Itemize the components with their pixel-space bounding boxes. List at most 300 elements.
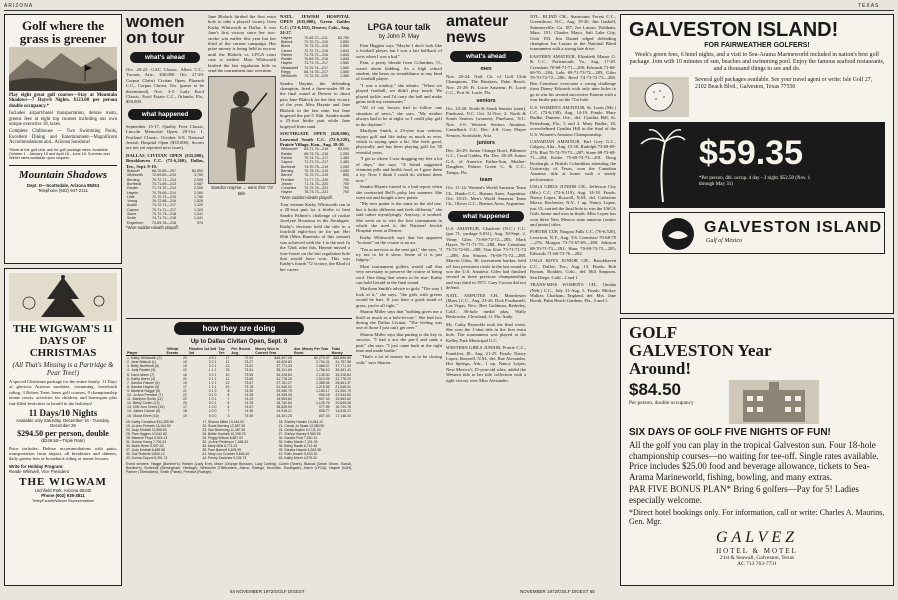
blind-result: NTL. BLIND CH., Starmount Forest C.C., Greensboro, N.C., Aug. 19-20. Jim Gaskell, Summerville, Ga. 187; Joe Lazaro, Waltham, Mass. 191; Charles Mayo, Salt Lake City, Utah 194. Jim Daniel edged defending champion Joe Lazaro in the National Blind tournament with a strong late drive. xyxy=(530,14,616,52)
men-events: Nov. 20-24: Natl. Ch. of Golf Club Champions, The Breakers, Palm Beach. Nov. 25-29: Ft. Lucie Amateur, Ft. Lucie C.C., Port St. Lucie, Fla. xyxy=(446,74,526,96)
table-cell: 1,215.05 xyxy=(315,384,330,389)
table-cell: 2,139.30 xyxy=(315,372,330,377)
table-cell: Smith xyxy=(127,216,137,221)
table-cell: 73-70-74—217 xyxy=(304,65,329,70)
table-cell: 34,228.84 xyxy=(335,372,351,377)
column-header: Per. Round Avg. xyxy=(230,347,254,356)
galveston-price-panel xyxy=(629,122,885,208)
article-paragraph: Kathy Whitworth says that her apparent "lockout" on the course is an act. xyxy=(356,234,442,246)
table-cell: 700 xyxy=(343,186,349,191)
ad-address: Dept. D—Scottsdale, Arizona 85253 xyxy=(26,182,100,188)
table-cell: 8 xyxy=(227,393,230,398)
lpga-paragraphs xyxy=(356,43,442,365)
table-cell: 2,587 xyxy=(194,181,203,186)
ad-mountain-shadows xyxy=(4,14,122,264)
table-cell: Cornelius xyxy=(281,186,297,191)
lpga-tour-talk xyxy=(356,14,442,586)
team-events: Oct. 11-14: Women's World Amateur Team Ch., Hindu C.C., Buenos Aires, Argentina. Oct. 18-21: Men's World Amateur Team Ch., Olivos G.C., Buenos Aires, Argentina. xyxy=(446,185,526,207)
table-cell: 0 0 0 xyxy=(208,413,217,418)
table-cell: 1 1 1 xyxy=(208,368,217,373)
others-list xyxy=(126,420,352,460)
table-cell: Haynie xyxy=(127,190,139,195)
right-page-header: TEXAS xyxy=(858,3,880,9)
table-row xyxy=(126,414,352,418)
us-amateur-result: U.S. AMATEUR, Charlotte (N.C.) C.C. (par 71, yardage 6,831), Aug. 30-Sept. 2. Vinny Giles 73-68-72-72—285, Mark Hayes 76-71-71-70—288, Ben Crenshaw 73-74-72-69—288, Tim Kite 73-71-71-73—288, Jim Simons 76-69-71-72—288. Marvin Giles, 30, investment banker, held off four persistent rivals in the last round to win the U.S. Amateur. Giles had finished second in three previous championships and was third in 1971. Gary Cowan did not defend. xyxy=(446,225,526,291)
women-whats-ahead: Oct. 20-22: GAC Classic, Allers C.C., Tucson, Ariz., $30,000. Oct. 27-29: Corpus Christi Civitan Open, Pharaoh C.C., Corpus Christi, Tex. (purse to be determined). Nov. 3-5: Lady Errol Classic, Errol Estate C.C., Orlando, Fla., $50,000. xyxy=(126,67,204,105)
column-header: Official Events xyxy=(165,347,187,356)
table-cell: 12 xyxy=(225,380,230,385)
table-cell: 70-73-72—215 xyxy=(304,44,329,49)
table-cell: 14,918.21 xyxy=(335,409,351,414)
southgate-note: *Won sudden-death playoff. xyxy=(280,194,333,200)
table-cell: 74.90 xyxy=(244,413,254,418)
table-cell: 20 xyxy=(182,401,187,406)
list-item: 33. Kathy Martin 7,101.09 xyxy=(278,439,318,444)
team-heading: team xyxy=(479,177,493,184)
table-cell: 73.57 xyxy=(244,380,254,385)
table-cell: 72-72-72—216 xyxy=(304,48,329,53)
ad-phone: Telephone (602) 947-2211 xyxy=(37,188,89,194)
article-paragraph: Marilynn Smith's advice to girls: "The way I look at it," she says, "the girls with greens would be bars. If you have a good stand of grass, you're all right." xyxy=(356,286,442,308)
table-cell: 18 xyxy=(182,409,187,414)
table-cell: 2,900 xyxy=(194,177,203,182)
table-cell: 3 2 1 xyxy=(208,372,217,377)
table-cell: 828.77 xyxy=(318,409,330,414)
table-cell: 11 xyxy=(225,360,230,365)
table-cell: 1,125.76 xyxy=(315,401,330,406)
table-cell: 807.43 xyxy=(318,413,330,418)
table-cell: 31,778.29 xyxy=(335,376,351,381)
table-cell: 73.61 xyxy=(244,364,254,369)
table-cell: $3,750 xyxy=(338,35,349,40)
table-cell: 21,945.91 xyxy=(335,384,351,389)
table-cell: 12. Betsy Cullen (12) xyxy=(127,401,160,406)
wigwam-phone: Phone (602) 935-3811 xyxy=(41,493,85,499)
list-item: 16. Kathy Cornelius $14,285.95 xyxy=(126,419,174,424)
table-cell: Whitworth xyxy=(281,74,297,79)
table-cell: 73.78 xyxy=(244,384,254,389)
header-rule xyxy=(4,10,894,11)
table-cell: 22 xyxy=(182,397,187,402)
left-page-footer: 64 NOVEMBER 1972/GOLF DIGEST xyxy=(230,589,305,594)
galvez-phone: AC 713 763-7731 xyxy=(737,561,777,568)
table-cell: Caponi xyxy=(127,207,139,212)
table-cell: 13 xyxy=(225,364,230,369)
table-cell: 19,963.62 xyxy=(335,397,351,402)
ad-headline: Golf where the grass is greener xyxy=(19,18,107,46)
article-paragraph: Sharon Miller says that "nothing gives me a thrill as much as a hole-in-one." She had two during the Dallas Civitan. "The feeling was one of those I just can't get over." xyxy=(356,309,442,331)
list-item: 17. Sharon Miller 13,344.00 xyxy=(202,419,244,424)
table-cell: 1,041 xyxy=(194,216,203,221)
table-cell: Austin xyxy=(127,203,137,208)
table-cell: $2,270.97 xyxy=(314,356,330,361)
list-item: 43. Donna Caponi 5,391.74 xyxy=(126,455,168,460)
lpga-byline: by John P. May xyxy=(378,34,420,40)
table-cell: 74-70-75—219 xyxy=(304,164,329,169)
table-cell: 73-69-76—218 xyxy=(152,220,176,225)
table-cell: Burfeindt xyxy=(127,181,142,186)
table-cell: 72-70-73—215 xyxy=(152,194,176,199)
table-cell: 2,704.31 xyxy=(315,360,330,365)
list-item: 29. Peggy Wilson 8,887.02 xyxy=(202,435,243,440)
wigwam-brand: THE WIGWAM xyxy=(19,476,107,489)
table-cell: 1,560 xyxy=(340,70,349,74)
christmas-tree-illustration xyxy=(9,273,117,321)
table-cell: 1,320 xyxy=(194,207,203,212)
eastern-result: EASTERN AMATEUR, Elizabeth Manor G. & C.C., Portsmouth, Va., Aug. 17-20. Crenshaw 70-68-71-71—280; Edwards 71-68-69-76—284; Lehr 69-71-73-72—285; Giles 70-70-74-72—286; Reed 74-73-72-73—288. Ben Crenshaw overcame a strong challenge from Danny Edwards with only nine holes to go to win his second successive Eastern with a four birdie putt on the 71st hole. xyxy=(530,53,616,103)
table-cell: 35,121.65 xyxy=(276,368,292,373)
table-cell: 71-73-73—217 xyxy=(304,160,329,165)
galvez-bonus: PAR FIVE BONUS PLAN* Bring 6 golfers—Pay for 5! Ladies especially welcome. xyxy=(629,484,859,505)
list-item: 26. Bettie Hodnett 10,208.75 xyxy=(202,431,246,436)
table-cell: 19,963.62 xyxy=(276,397,292,402)
list-item: 21. Carole Jo Skala 12,080.50 xyxy=(278,423,325,428)
list-item: 38. Pam Barnett 6,405.95 xyxy=(202,447,241,452)
list-item: 40. Sue Roberts 5,800.12 xyxy=(126,451,165,456)
article-paragraph: Pam Higgins says "Maybe I don't look like a football player, but I was a fair halfback of sorts when I was a kid." xyxy=(356,43,442,59)
list-item: 18. Shelley Hamlin 13,044.10 xyxy=(278,419,323,424)
table-cell: Blalock xyxy=(281,39,293,44)
table-cell: Riegg xyxy=(281,70,291,74)
table-cell: $3,000 xyxy=(338,147,349,152)
table-cell: 5. Carol Mann (7) xyxy=(127,372,155,377)
table-cell: 1. Kathy Whitworth (2) xyxy=(127,356,162,361)
amateur-news-col1 xyxy=(446,14,526,586)
amputee-result: NATL. AMPUTEE CH., Manchester (Mass.) C.C., Aug. 23-26. Dick Fosdomeff, Las Vegas, Nev.; Bert Goldman, Berkeley, Calif.; 36-hole medal play, Wally Reskowitz, Cleveland, O. Fla. Andy. xyxy=(446,292,526,320)
amateur-news-col2 xyxy=(530,14,616,586)
table-cell: $45,896.69 xyxy=(333,356,351,361)
table-cell: 17 xyxy=(182,384,187,389)
table-cell: 74.25 xyxy=(244,401,254,406)
table-cell: 74-72-71—217 xyxy=(152,203,176,208)
table-cell: 0 1 0 xyxy=(208,393,217,398)
canadian-result: CANADIAN AMATEUR, Earl Grey G.C., Calgary, Alta., Aug. 15-18. Rudolph 73-68-69-276; Bird 70-74-70-73—287; Stone 68-73-68-71—284; Keifer 75-69-74-73—291. Doug Roxburgh, a British Columbian attending the University of Texas, won the Canadian Amateur title at home with a steady performance. xyxy=(530,138,616,182)
wigwam-location: Litchfield Park, Arizona 85340 xyxy=(34,488,92,494)
table-cell: 73-72-75—220 xyxy=(304,74,329,79)
women-on-tour-col2 xyxy=(208,14,276,314)
list-item: 28. Marlene Floyd 8,924.13 xyxy=(126,435,168,440)
list-item: 41. Mary Lou Crocker 5,634.44 xyxy=(202,451,250,456)
wigwam-dates: Available only Saturday, December 16 - Tuesday, December 26 xyxy=(16,418,110,429)
ad-body-3: Complete Clubhouse — Two Swimming Pools, Excellent Dining and Entertainment—Magnificent Accommodations and...Arizona Sunshine! xyxy=(9,129,117,146)
table-cell: 15. Gloria Ehret (16) xyxy=(127,413,159,418)
article-paragraph: Most tournament golfers would call that very necessary to preserve the course of being cool. One thing that seems to be true: Kathy can hold Gerald in the final round. xyxy=(356,263,442,286)
table-cell: Bleim xyxy=(281,44,290,49)
table-cell: 2,850 xyxy=(340,44,349,49)
amateur-title: amateur news xyxy=(446,14,509,46)
table-cell: 18,740.84 xyxy=(276,401,292,406)
golf-ball-icon xyxy=(629,77,689,117)
table-cell: 1,180.17 xyxy=(315,388,330,393)
table-cell: 73.27 xyxy=(244,360,254,365)
table-cell: 68-70-69—207 xyxy=(152,169,176,174)
table-cell: 31,778.29 xyxy=(276,376,292,381)
table-cell: Rankin xyxy=(281,151,293,156)
table-cell: 71-77-72—220 xyxy=(304,177,329,182)
njh-results-table xyxy=(280,36,350,79)
table-cell: 8. Sandra Haynie (9) xyxy=(127,384,160,389)
ad-body: Play eight great golf courses—Stay at Mountain Shadows—7 Days/6 Nights. $123.00 per person double occupancy.* xyxy=(9,93,117,109)
wigwam-body-2: Price includes: Deluxe accommodations with patio, transportation from airport, all breakfasts and dinners, daily greens fees or horseback riding or tennis lessons. xyxy=(9,445,117,462)
article-paragraph: Sandra Haynie turned to a bad report when she contracted Bell's palsy last summer. She went out and bought a new putter. xyxy=(356,184,442,200)
table-row xyxy=(280,74,350,78)
list-item: 25. Pam Higgins 10,642.62 xyxy=(126,431,167,436)
table-cell: 1,988.07 xyxy=(315,364,330,369)
table-cell: Prentice xyxy=(281,177,295,182)
list-item: 31. Donna Young 7,726.24 xyxy=(126,439,167,444)
table-cell: 7. Sandra Palmer (6) xyxy=(127,380,160,385)
galvez-brand: GALVEZ xyxy=(715,529,799,547)
table-cell: 11. Marilynn Smith (11) xyxy=(127,397,163,402)
table-cell: 7 xyxy=(227,397,230,402)
table-cell: 2 2 1 xyxy=(208,360,217,365)
western-girls-result: WESTERN GIRLS JUNIOR, Prairie C.C., Frankfort, Ill., Aug. 21-25. Finals: Nancy Lopez, Roswell, N.M., def. Rae Alexander, Hot Springs, Ark., 1 up. Nancy Lopez, New Mexico's 15-year-old whiz, added the Western title to her title collection with a tight victory over Miss Alexander. xyxy=(446,345,526,383)
table-cell: 41,757.58 xyxy=(335,360,351,365)
galvez-address: 21st & Seawall, Galveston, Texas xyxy=(719,555,795,562)
ad-brand: Mountain Shadows xyxy=(9,165,117,181)
table-cell: 1,756.10 xyxy=(315,368,330,373)
table-cell: 20,845.08 xyxy=(335,401,351,406)
column-header: Money Won in Current Year xyxy=(254,347,293,356)
usga-girls-result: USGA GIRLS JUNIOR CH., Jefferson City (Mo.) C.C. (72-6,119), Aug. 14-18. Finals: Nancy Lopez, Roswell, N.M., def. Catherine Morse, Rochester, N.Y., 1 up. Nancy Lopez, just 15, carried the final hole to win the USGA Girls Junior and won in finals. Miss Lopez has won three New Mexico state amateur (senior and junior) titles. xyxy=(530,184,616,228)
table-cell: 76-72-68—216 xyxy=(152,199,176,204)
table-cell: 74.25 xyxy=(244,393,254,398)
left-page-header: ARIZONA xyxy=(4,3,34,9)
ad-galvez xyxy=(620,318,894,586)
table-cell: $45,407.28 xyxy=(274,356,292,361)
table-cell: Jessen xyxy=(281,181,293,186)
table-cell: 4 xyxy=(227,405,230,410)
table-cell: 70-69-75—216 xyxy=(304,57,329,62)
wigwam-title: THE WIGWAM'S 11 DAYS OF CHRISTMAS xyxy=(12,323,114,359)
column-header: Top Ten xyxy=(218,347,231,356)
article-paragraph: Sharon Miller says that putting is the key to success. "I had a ace the par-3 and sank a putt," she says. "I just came back at the right time and made birdie." xyxy=(356,331,442,353)
table-cell: 1,843 xyxy=(340,48,349,53)
galvez-brand-sub: HOTEL & MOTEL xyxy=(716,547,798,556)
wigwam-write: Write for Holiday Program: xyxy=(9,463,64,469)
table-cell: 34,228.84 xyxy=(276,372,292,377)
table-cell: 14. Jolene Carner (6) xyxy=(127,409,161,414)
women-on-tour-col1 xyxy=(126,14,204,314)
table-cell: 1,750 xyxy=(194,194,203,199)
southgate-results-table xyxy=(280,147,350,194)
list-item: 34. Murle Breer 6,997.43 xyxy=(126,443,164,448)
golfer-silhouette-icon xyxy=(209,77,276,184)
table-cell: 75-71-71—217 xyxy=(152,207,176,212)
women-story-2: Sandra Haynie, the defending champion, fired a three-under 69 in the final round at Denver to shoot pass Jane Blalock for her first victory of the year. Miss Haynie and Jane Blalock in the last nine, but Jane bogeyed the par-3 16th. Sandra made a 25-foot birdie putt while Jane bogeyed from sand. xyxy=(280,80,350,129)
table-cell: 15 xyxy=(225,368,230,373)
table-cell: 10 xyxy=(225,372,230,377)
table-cell: 72-73-76—221 xyxy=(304,186,329,191)
what-happened-label: what happened xyxy=(128,109,202,120)
list-item: 42. Ruth Jessen 5,503.10 xyxy=(278,451,318,456)
table-cell: 70-75-69—214 xyxy=(152,190,176,195)
table-cell: Rankin xyxy=(281,57,293,62)
list-item: 24. Gerda Boykin 10,711.24 xyxy=(278,427,321,432)
table-cell: 16,625.09 xyxy=(276,405,292,410)
wigwam-rep: Tetley/Faucett/Warner Representatives xyxy=(32,498,94,503)
table-cell: Blalock* xyxy=(127,169,140,174)
money-standings-table xyxy=(126,347,352,418)
wigwam-offer: 11 Days/10 Nights xyxy=(28,408,98,419)
column-header: Total Money xyxy=(331,347,352,356)
table-cell: 74.67 xyxy=(244,405,254,410)
table-cell: 27,761.27 xyxy=(276,380,292,385)
ad-wigwam xyxy=(4,268,122,586)
table-cell: 21 xyxy=(182,388,187,393)
table-cell: 1,513.25 xyxy=(315,376,330,381)
table-cell: 21 xyxy=(182,376,187,381)
table-cell: 19 xyxy=(182,360,187,365)
list-item: 30. Sandra Post 7,910.14 xyxy=(278,435,318,440)
article-paragraph: "I got to where I was dragging my feet a lot of days," she says. "A friend suggested vitamins pills and health food, so I gave them a try. Now I think I could do without them now." xyxy=(356,156,442,183)
table-cell: Whitworth* xyxy=(281,147,299,152)
table-cell: 2 1 1 xyxy=(208,376,217,381)
galvez-offer: SIX DAYS OF GOLF FIVE NIGHTS OF FUN! xyxy=(629,427,831,438)
table-cell: 6 xyxy=(227,401,230,406)
galvez-price-note: Per person, double occupancy xyxy=(629,400,694,406)
column-header: Player xyxy=(126,347,165,356)
table-cell: 19 xyxy=(182,413,187,418)
list-item: 39. Sandra Haynie 6,263.38 xyxy=(278,447,321,452)
table-cell: 11 xyxy=(225,376,230,381)
list-item: 22. Judy Kimball 11,895.83 xyxy=(126,427,167,432)
table-cell: 73.51 xyxy=(244,368,254,373)
women-title: women on tour xyxy=(126,14,185,47)
seniors-heading: seniors xyxy=(476,97,496,104)
galveston-subtitle: FOR FAIRWEATHER GOLFERS! xyxy=(704,42,810,49)
table-cell: 4. Judy Rankin (3) xyxy=(127,368,156,373)
galveston-sub: Gulf of Mexico xyxy=(706,238,742,244)
list-item: 19. Jo Ann Ferraris 13,164.50 xyxy=(126,423,171,428)
galveston-logo-icon xyxy=(660,216,696,252)
table-cell: 1,560 xyxy=(340,65,349,70)
list-item: 35. Mary Mills 6,771.22 xyxy=(202,443,238,448)
trans-miss-result: TRANS-MISS WOMEN'S CH., Omaha (Neb.) C.C., July 31-Aug. 5. Finals: Mickey Walker, Chatham, England, def. Mrs. Jane Booth, Palm Beach Gardens, Fla., 3 and 1. xyxy=(530,282,616,304)
table-cell: Rankin xyxy=(127,186,139,191)
table-cell: 17 xyxy=(225,356,230,361)
table-cell: 74.36 xyxy=(244,409,254,414)
table-cell: 73-71-69—213 xyxy=(152,181,176,186)
table-cell: 1 0 0 xyxy=(208,405,217,410)
article-paragraph: "My new putter is the same as the old one, but it looks different and feels different," she said rather mystifyingly. Anyway, it worked. She went on to win the first tournament in which she used it, the National Jewish Hospital event at Denver. xyxy=(356,201,442,234)
table-cell: 75-72-72—219 xyxy=(304,173,329,178)
galveston-body: Week's green fees, 6 hotel nights, and a visit to Sea-Arama Marineworld included in nation's best golf package. Join with 10 minutes of sun, beaches and swimming pool. Enjoy the famous seafood restaurants, and a thousand things to see and do. xyxy=(629,52,885,72)
table-cell: 15,341.25 xyxy=(276,413,292,418)
table-cell: 850 xyxy=(343,173,349,178)
table-cell: 70-72-71—213 xyxy=(152,177,176,182)
ad-note: *More at the golf club: ask for golf package rates. Available October 1 - January 15 and April 16 - June 15. Summer and Winter rates available upon request. xyxy=(9,147,110,161)
table-cell: 71-73-70—214 xyxy=(152,186,176,191)
table-cell: 71-73-72—216 xyxy=(304,52,329,57)
table-cell: 2. Jane Blalock (1) xyxy=(127,360,156,365)
dallas-note: *Won sudden-death playoff. xyxy=(126,224,179,230)
table-cell: 74.22 xyxy=(244,397,254,402)
wigwam-price-note: ($249.50—Triple Rate) xyxy=(41,438,85,444)
womens-result: Ms. Cathy Reynolds took the final event. She won the 1-shot title in the first extra hole. The tournament was played at the Kelley Park Municipal G.C. xyxy=(446,321,526,343)
table-cell: 19 xyxy=(182,364,187,369)
women-on-tour-col3 xyxy=(280,14,350,314)
women-story-3: Tour veteran Kathy Whitworth ran in a 20-foot putt for a birdie to beat Sandra Palmer's challenge of rookie Jocelyne Bourassa in the Southgate. Kathy's decision held the title in a fourfold eight-foot tie for par. Her 69th (Miss Barenolo of this season) was achieved with the 1 to the end. In the 72nd, after this, Haynie missed a four-footer on the last regulation hole that would have won. This was Kathy's fourth '72 victory, the 82nd of her career. xyxy=(280,201,350,272)
table-cell: Palmer xyxy=(281,156,293,161)
table-cell: 20 xyxy=(182,356,187,361)
table-cell: 0 0 1 xyxy=(208,401,217,406)
galvez-price: $84.50 xyxy=(629,380,681,399)
table-header-row xyxy=(126,347,352,356)
table-cell: 1,483 xyxy=(340,160,349,165)
list-item: 32. Jo Ann Pederson 7,456.33 xyxy=(202,439,248,444)
table-cell: 14,918.21 xyxy=(276,409,292,414)
table-cell: 2,250 xyxy=(340,151,349,156)
table-cell: 4 5 1 xyxy=(208,356,217,361)
table-cell: 73.55 xyxy=(244,372,254,377)
table-cell: Stone xyxy=(127,212,137,217)
women-story: Jane Blalock birdied the first extra hole to take a playoff victory from Kathy Whitworth at Dallas. It was Jane's first victory since her two-stroke win earlier this year but her third of the current campaign. Her prize money is being held in escrow until the Blalock vs. LPGA court case is settled. Miss Whitworth birdied the last regulation hole to send the tournament into overtime. xyxy=(208,14,276,74)
table-cell: 6. Kathy Ahern (4) xyxy=(127,376,156,381)
table-cell: 1 0 0 xyxy=(208,409,217,414)
article-paragraph: "I'm as nervous as the next girl," she says. "I try not to let it show. Some of it is just fidgety." xyxy=(356,246,442,263)
juniors-events: Dec. 26-29: Junior Orange Bowl, Biltmore G.C., Coral Gables, Fla. Dec. 26-29: Junior G.A. of America Father-Son, Mother-Daughter, Palmer Green G. & C.C., Tampa, Fla. xyxy=(446,148,526,175)
table-cell: 9. Marlene Hagge (8) xyxy=(127,388,161,393)
table-cell: 906.18 xyxy=(318,393,330,398)
table-cell: 37,771.33 xyxy=(335,364,351,369)
table-cell: 19 xyxy=(182,380,187,385)
table-cell: 71-74-75—220 xyxy=(304,181,329,186)
table-cell: 72-70-73—215 xyxy=(304,39,329,44)
table-cell: 72-69-69—210 xyxy=(152,173,176,178)
table-cell: 70-74-73—217 xyxy=(304,156,329,161)
table-cell: 73-72-73—218 xyxy=(152,212,176,217)
table-cell: 0 1 3 xyxy=(208,388,217,393)
table-cell: 37,771.33 xyxy=(276,364,292,369)
galvez-title: GOLF GALVESTON Year Around! xyxy=(629,323,772,378)
galvez-note: *Direct hotel bookings only. For information, call or write: Charles A. Maurins, Gen. Mgr. xyxy=(629,507,885,526)
table-cell: 75-73-73—221 xyxy=(304,190,329,195)
table-cell: 700 xyxy=(343,181,349,186)
galveston-brand: GALVESTON ISLAND xyxy=(704,219,883,236)
galveston-body-2: Several golf packages available. See your travel agent or write: Isle Golf 27, 2102 Beach Blvd., Galveston, Texas 77550 xyxy=(695,77,873,90)
table-cell: 13. Cliff. Ann Creed (15) xyxy=(127,405,165,410)
table-cell: 20,280.75 xyxy=(276,388,292,393)
table-cell: 3 xyxy=(227,413,230,418)
how-doing-title: Up to Dallas Civitan Open, Sept. 8 xyxy=(190,339,288,345)
galvez-body: All the golf you can play in the tropical Galveston sun. Four 18-hole championship courses—no waiting for tee-off. Single rates available. Price includes $25.00 food and beverage allowance, tickets to Sea-Arama Marineworld, fishing, bowling, and many extras. xyxy=(629,440,879,482)
table-cell: 700 xyxy=(343,177,349,182)
table-cell: Berning xyxy=(281,168,294,173)
list-item: 23. Sue Bermuing 11,487.50 xyxy=(202,427,246,432)
table-cell: 21,200.79 xyxy=(335,388,351,393)
galveston-title: GALVESTON ISLAND! xyxy=(629,19,839,41)
table-cell: Young xyxy=(127,199,138,204)
men-heading: men xyxy=(480,66,492,72)
table-cell: 69-73-74—216 xyxy=(304,151,329,156)
women-happened-intro: September 15-17, Quality First Classic, Lincoln Memorial Open; 29-Oct. 1, Portland Classic. October 6-8, National Jewish Hospital Open ($35,000). Scores are not yet reported next issue). xyxy=(126,123,204,151)
table-cell: 73.65 xyxy=(244,376,254,381)
table-cell: 74.00 xyxy=(244,388,254,393)
table-cell: 40,929.83 xyxy=(276,360,292,365)
how-doing-label: how they are doing xyxy=(174,322,304,335)
column-header: Finishes 1st 2nd 3rd xyxy=(188,347,217,356)
article-paragraph: "That's a lot of money for us to be closing with," says Sharon. xyxy=(356,354,442,365)
table-cell: 3 2 1 xyxy=(208,364,217,369)
table-cell: 22 xyxy=(182,393,187,398)
juniors-heading: juniors xyxy=(477,140,495,147)
table-cell: 1,050 xyxy=(340,164,349,169)
table-cell: Haynie xyxy=(281,35,293,40)
galveston-price: $59.35 xyxy=(699,134,803,172)
right-page-footer: NOVEMBER 1972/GOLF DIGEST 65 xyxy=(520,589,595,594)
palm-tree-icon xyxy=(637,126,687,204)
